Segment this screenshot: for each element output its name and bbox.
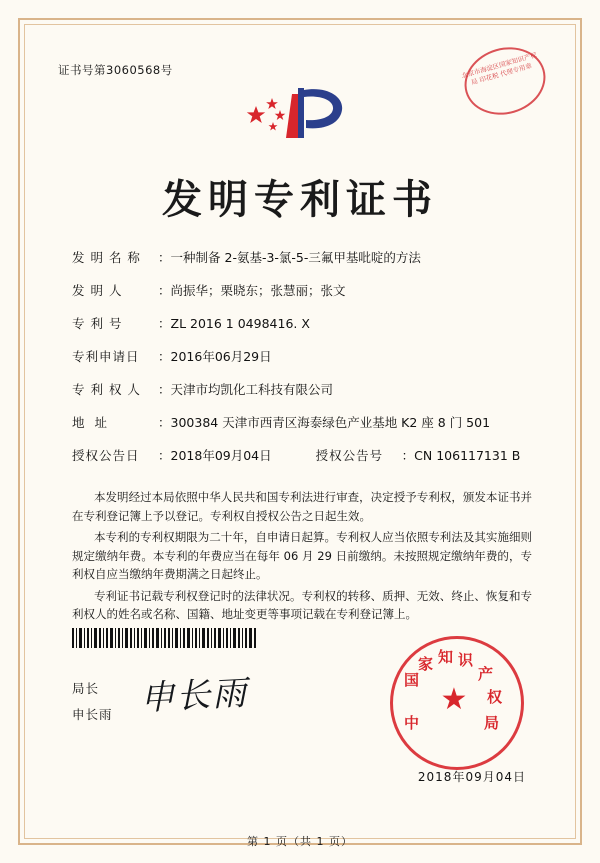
field-address xyxy=(72,413,536,431)
certificate-number: 证书号第3060568号 xyxy=(58,63,173,77)
field-value: ZL 2016 1 0498416. X xyxy=(170,316,310,331)
field-value-grant-date: 2018年09月04日 xyxy=(170,448,272,463)
field-label: 专利申请日 xyxy=(72,349,140,364)
field-colon: ： xyxy=(401,448,415,463)
agency-stamp-text: 北京市海淀区国家知识产权局 印花税 代理专用章 xyxy=(460,50,538,87)
seal-star-icon: ★ xyxy=(440,682,468,717)
barcode xyxy=(72,628,258,648)
legal-text-block xyxy=(72,488,532,627)
field-label-grant-date: 授权公告日 xyxy=(72,448,140,463)
fields-block xyxy=(72,248,536,479)
field-label: 发 明 名 称 xyxy=(72,250,141,265)
seal-char: 知 xyxy=(438,648,454,666)
seal-date: 2018年09月04日 xyxy=(417,770,526,784)
page-title: 发明专利证书 xyxy=(162,177,438,223)
legal-paragraph-2: 本专利的专利权期限为二十年，自申请日起算。专利权人应当依照专利法及其实施细则规定缴纳年费。本专利的年费应当在每年 06 月 29 日前缴纳。未按照规定缴纳年费的，专利权自应当缴纳年费期满之日起终止。 xyxy=(72,530,532,581)
field-colon: ： xyxy=(158,250,171,265)
seal-char: 国 xyxy=(404,671,420,689)
field-colon: ： xyxy=(158,283,171,298)
field-value: 天津市均凯化工科技有限公司 xyxy=(170,382,334,397)
director-role-label: 局长 xyxy=(72,681,100,696)
cnipa-logo-icon xyxy=(240,80,360,146)
field-value: 尚振华；栗晓东；张慧丽；张文 xyxy=(170,283,346,298)
field-label: 专 利 号 xyxy=(72,316,123,331)
field-patent-number xyxy=(72,314,536,332)
field-inventors xyxy=(72,281,536,299)
field-colon: ： xyxy=(158,415,171,430)
director-name-label: 申长雨 xyxy=(72,707,113,722)
field-label: 专 利 权 人 xyxy=(72,382,141,397)
legal-paragraph-3: 专利证书记载专利权登记时的法律状况。专利权的转移、质押、无效、终止、恢复和专利权人的姓名或名称、国籍、地址变更等事项记载在专利登记簿上。 xyxy=(72,588,532,621)
handwritten-signature: 申长雨 xyxy=(139,673,250,719)
field-grant-announcement xyxy=(72,446,536,464)
seal-char: 局 xyxy=(484,714,500,732)
field-colon: ： xyxy=(158,316,171,331)
field-label: 地 址 xyxy=(72,415,110,430)
field-value: 一种制备 2-氨基-3-氯-5-三氟甲基吡啶的方法 xyxy=(170,250,421,265)
legal-paragraph-1: 本发明经过本局依照中华人民共和国专利法进行审查，决定授予专利权，颁发本证书并在专利登记簿上予以登记。专利权自授权公告之日起生效。 xyxy=(72,490,532,523)
seal-char: 产 xyxy=(478,665,494,683)
certificate-content xyxy=(40,40,560,823)
signature-block xyxy=(72,676,113,728)
field-label-grant-number: 授权公告号 xyxy=(315,448,384,463)
field-colon: ： xyxy=(158,448,171,463)
field-value: 300384 天津市西青区海泰绿色产业基地 K2 座 8 门 501 xyxy=(170,415,491,430)
field-label: 发 明 人 xyxy=(72,283,123,298)
field-value-grant-number: CN 106117131 B xyxy=(414,448,521,463)
seal-char: 权 xyxy=(487,688,503,706)
page-footer: 第 1 页（共 1 页） xyxy=(247,835,353,848)
field-patentee xyxy=(72,380,536,398)
seal-char: 识 xyxy=(458,651,474,669)
seal-char: 家 xyxy=(418,655,434,673)
field-colon: ： xyxy=(158,349,171,364)
agency-stamp-seal xyxy=(460,48,542,110)
field-value: 2016年06月29日 xyxy=(170,349,272,364)
seal-char: 中 xyxy=(404,714,420,732)
field-invention-name xyxy=(72,248,536,266)
field-application-date xyxy=(72,347,536,365)
field-colon: ： xyxy=(158,382,171,397)
official-seal xyxy=(390,636,518,764)
